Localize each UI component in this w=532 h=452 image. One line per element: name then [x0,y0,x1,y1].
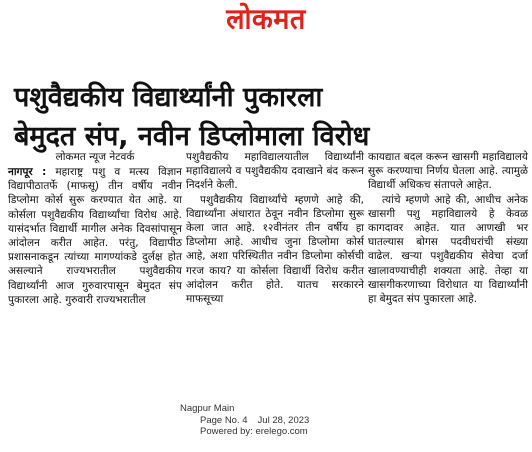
column-2-paragraph-1: पशुवैद्यकीय महाविद्यालयातील विद्यार्थ्यांनी महाविद्यालये व पशुवैद्यकीय दवाखाने बंद करून निदर्शने केली. [186,151,364,192]
column-2-paragraph-2: पशुवैद्यकीय विद्यार्थ्यांचे म्हणणे आहे की, विद्यार्थ्यांना अंधारात ठेवून नवीन डिप्लोमा सुरू केला जात आहे. १२वीनंतर तीन वर्षीय हा डिप्लोमा आहे. आधीच जुना डिप्लोमा कोर्स आहे, अशा परिस्थितीत नवीन डिप्लोमा कोर्सची गरज काय? या कोर्सला विद्यार्थी विरोध करीत आंदोलन करीत होते. यातच सरकारने माफसूच्या [186,193,364,306]
column-1-text: महाराष्ट्र पशु व मत्स्य विज्ञान विद्यापीठातर्फे (माफसू) तीन वर्षीय नवीन डिप्लोमा कोर्स सुरू करण्यात येत आहे. या कोर्सला पशुवैद्यकीय विद्यार्थ्यांचा विरोध आहे. यासंदर्भात विद्यार्थी मागील अनेक दिवसांपासून आंदोलन करीत आहेत. परंतु, विद्यापीठ प्रशासनाकडून त्यांच्या मागण्यांकडे दुर्लक्ष होत असल्याने राज्यभरातील पशुवैद्यकीय विद्यार्थ्यांनी आज गुरुवारपासून बेमुदत संप पुकारला आहे. गुरुवारी राज्यभरातील [8,166,182,306]
page-number: Page No. 4 [200,414,248,426]
byline: लोकमत न्यूज नेटवर्क [55,151,135,163]
column-3-paragraph-1: कायद्यात बदल करून खासगी महाविद्यालये सुरू करण्याचा निर्णय घेतला आहे. त्यामुळे विद्यार्थी अधिकच संतापले आहेत. [368,151,528,192]
masthead [0,0,532,58]
dateline: नागपूर : [8,166,47,178]
article-headline [14,78,524,156]
powered-by: Powered by: erelego.com [200,426,308,437]
newspaper-logo: लोकमत [226,3,306,36]
article-paragraph [8,165,182,307]
column-3-paragraph-2: त्यांचे म्हणणे आहे की, आधीच अनेक खासगी पशु महाविद्यालये हे केवळ कागदावर आहेत. यात आणखी भर घातल्यास बोगस पदवीधरांची संख्या वाढेल. खऱ्या पशुवैद्यकीय सेवेचा दर्जा खालावण्याचीही शक्यता आहे. तेव्हा या खासगीकरणाच्या विरोधात या विद्यार्थ्यांनी हा बेमुदत संप पुकारला आहे. [368,193,528,306]
page-and-date [180,415,340,427]
headline-line-1: पशुवैद्यकीय विद्यार्थ्यांनी पुकारला [14,82,323,113]
headline-line-2: बेमुदत संप, नवीन डिप्लोमाला विरोध [14,121,370,152]
publish-date: Jul 28, 2023 [257,414,310,426]
page-footer [180,403,340,438]
article-column-3 [368,150,528,306]
article-column-1 [8,150,182,307]
edition-name: Nagpur Main [180,403,235,414]
article-column-2 [186,150,364,306]
